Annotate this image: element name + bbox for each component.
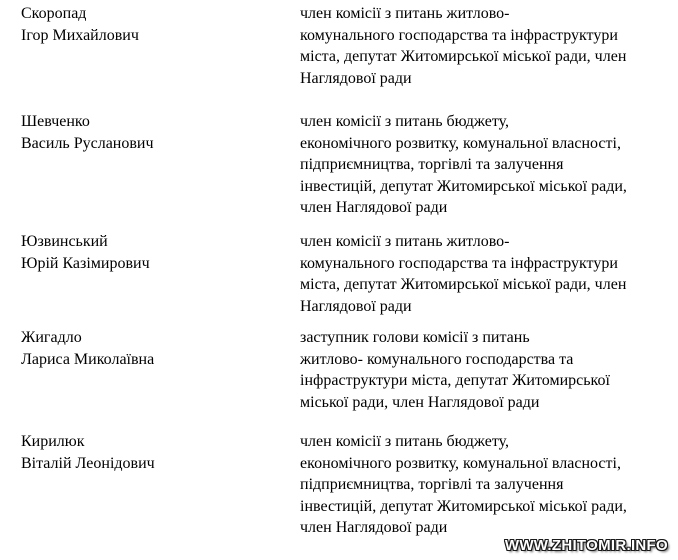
member-given-names: Лариса Миколаївна: [21, 350, 155, 368]
member-name: [21, 327, 291, 370]
role-line: член комісії з питань житлово-: [300, 233, 510, 250]
role-line: міста, депутат Житомирської міської ради, член: [300, 48, 627, 65]
role-line: інфраструктури міста, депутат Житомирської: [300, 372, 610, 389]
role-line: комунального господарства та інфраструктури: [300, 254, 618, 272]
member-role: [300, 327, 670, 413]
role-line: член комісії з питань бюджету,: [300, 433, 510, 450]
role-line: міської ради, член Наглядової ради: [300, 393, 540, 411]
role-line: інвестицій, депутат Житомирської міської ради,: [300, 177, 627, 195]
role-line: член Наглядової ради: [300, 199, 448, 216]
member-surname: Жигадло: [21, 329, 82, 346]
role-line: заступник голови комісії з питань: [300, 329, 530, 346]
site-watermark: WWW.ZHITOMIR.INFO: [504, 537, 668, 554]
role-line: Наглядової ради: [300, 297, 412, 315]
member-surname: Кирилюк: [21, 433, 85, 450]
member-role: [300, 431, 670, 539]
role-line: житлово- комунального господарства та: [300, 350, 574, 368]
member-name: [21, 231, 291, 274]
member-surname: Шевченко: [21, 113, 90, 130]
role-line: інвестицій, депутат Житомирської міської ради,: [300, 497, 627, 515]
member-name: [21, 431, 291, 474]
member-role: [300, 3, 670, 89]
role-line: міста, депутат Житомирської міської ради, член: [300, 276, 627, 293]
member-name: [21, 111, 291, 154]
member-given-names: Ігор Михайлович: [21, 26, 139, 44]
member-surname: Юзвинський: [21, 233, 108, 250]
member-role: [300, 111, 670, 219]
member-role: [300, 231, 670, 317]
role-line: економічного розвитку, комунальної власності,: [300, 454, 621, 472]
role-line: підприємництва, торгівлі та залучення: [300, 156, 564, 173]
member-given-names: Василь Русланович: [21, 134, 154, 152]
member-name: [21, 3, 291, 46]
role-line: підприємництва, торгівлі та залучення: [300, 476, 564, 493]
member-given-names: Юрій Казімирович: [21, 254, 150, 272]
role-line: Наглядової ради: [300, 69, 412, 87]
role-line: комунального господарства та інфраструктури: [300, 26, 618, 44]
role-line: член Наглядової ради: [300, 519, 448, 536]
member-surname: Скоропад: [21, 5, 87, 22]
role-line: член комісії з питань житлово-: [300, 5, 510, 22]
member-given-names: Віталій Леонідович: [21, 454, 155, 472]
role-line: економічного розвитку, комунальної власності,: [300, 134, 621, 152]
role-line: член комісії з питань бюджету,: [300, 113, 510, 130]
